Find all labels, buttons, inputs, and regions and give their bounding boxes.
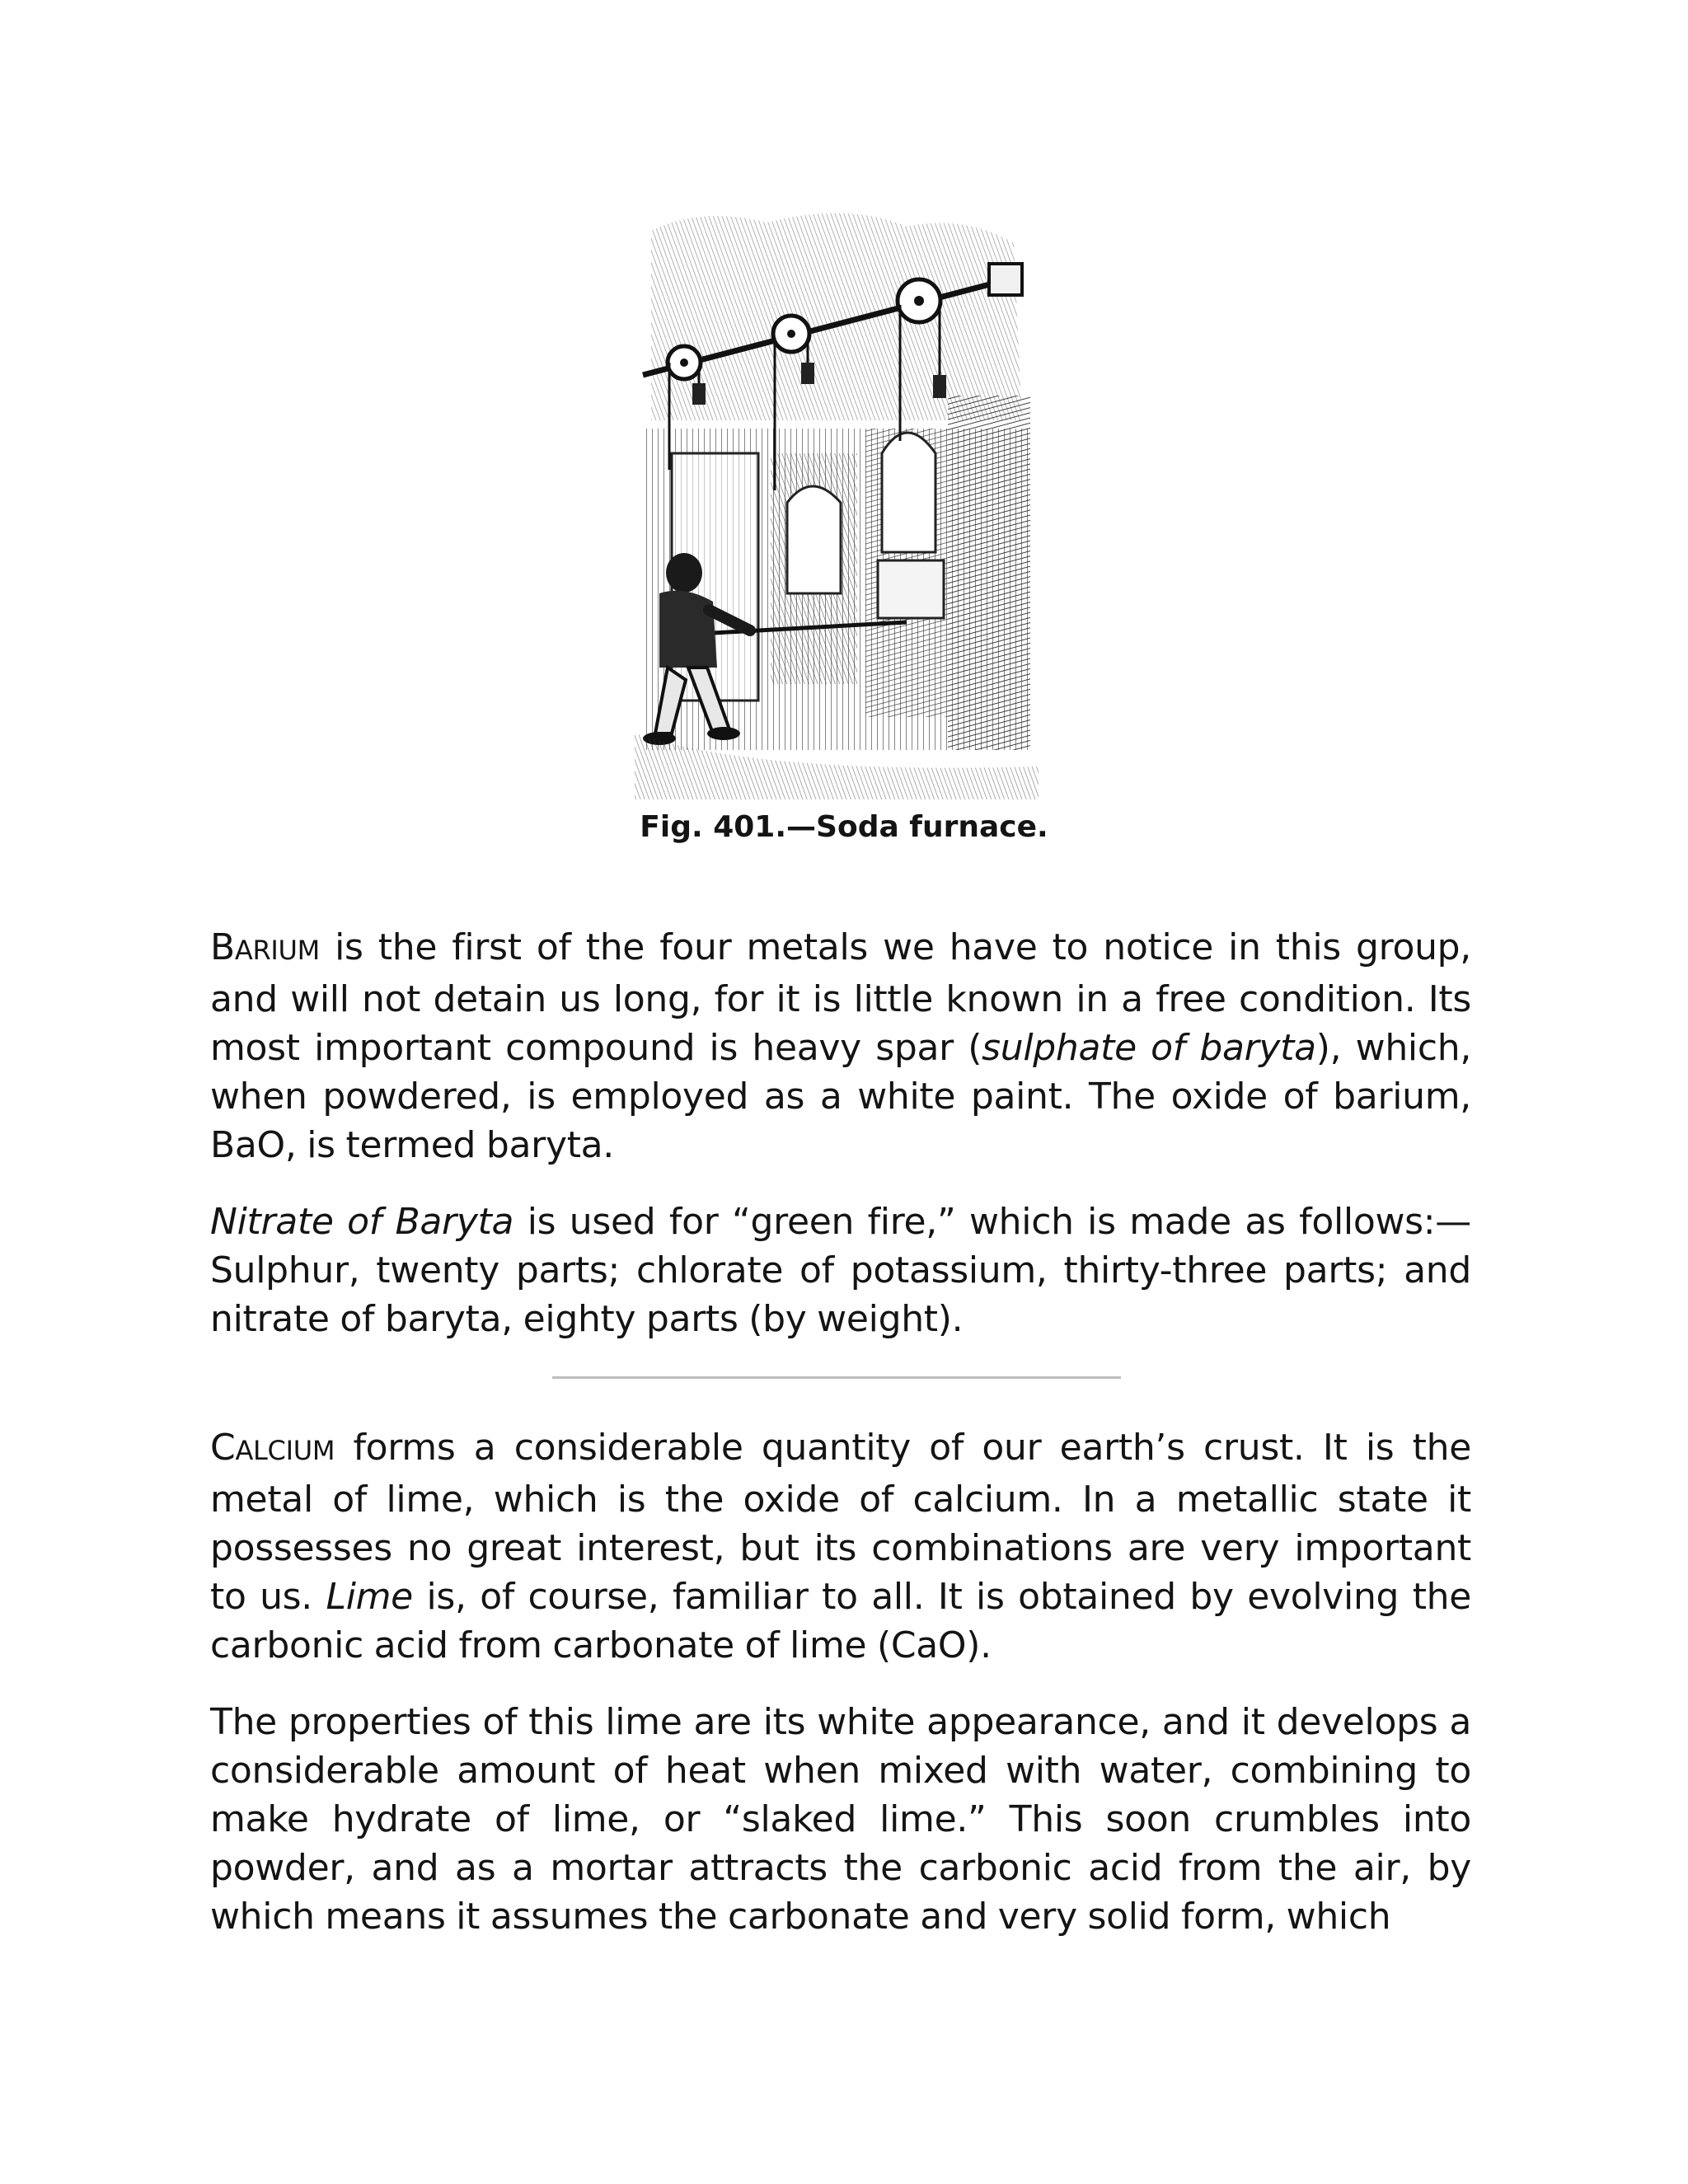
text-run: forms a considerable quantity of our earth’s crust. It is the metal of lime, which is the oxide of calcium. In a metallic state it possesses no great interest, but its combinations are very important to us. (210, 1427, 1471, 1618)
italic-term: Lime (326, 1576, 413, 1618)
smallcaps-rest: ARIUM (234, 935, 320, 966)
figure-caption: Fig. 401.—Soda furnace. (640, 810, 1048, 844)
section-divider (552, 1376, 1121, 1379)
text-run: ), which, when powdered, is employed as a white paint. The oxide of barium, BaO, is termed baryta. (210, 1027, 1472, 1166)
paragraph-barium (210, 923, 1471, 1169)
soda-furnace-illustration (635, 206, 1047, 799)
paragraph-lime-properties (210, 1698, 1471, 1941)
paragraph-nitrate-of-baryta (210, 1197, 1471, 1343)
body-text-section-1 (210, 923, 1471, 1371)
text-run: The properties of this lime are its white appearance, and it develops a considerable amount of heat when mixed with water, combining to make hydrate of lime, or “slaked lime.” This soon crumbles into powder, and as a mortar attracts the carbonic acid from the air, by which means it assumes the carbonate and very solid form, which (210, 1701, 1471, 1938)
paragraph-calcium (210, 1423, 1471, 1670)
text-run: is, of course, familiar to all. It is obtained by evolving the carbonic acid from carbonate of lime (CaO). (210, 1576, 1471, 1666)
body-text-section-2 (210, 1423, 1471, 1969)
text-run: is the first of the four metals we have to notice in this group, and will not detain us long, for it is little known in a free condition. Its most important compound is heavy spar ( (210, 926, 1471, 1069)
smallcaps-rest: ALCIUM (235, 1435, 335, 1466)
smallcaps-initial: B (210, 926, 235, 968)
smallcaps-initial: C (210, 1427, 236, 1469)
italic-term: Nitrate of Baryta (210, 1201, 514, 1243)
text-run: is used for “green fire,” which is made as follows:—Sulphur, twenty parts; chlorate of potassium, thirty-three parts; and nitrate of baryta, eighty parts (by weight). (210, 1201, 1471, 1340)
italic-term: sulphate of baryta (982, 1027, 1316, 1069)
